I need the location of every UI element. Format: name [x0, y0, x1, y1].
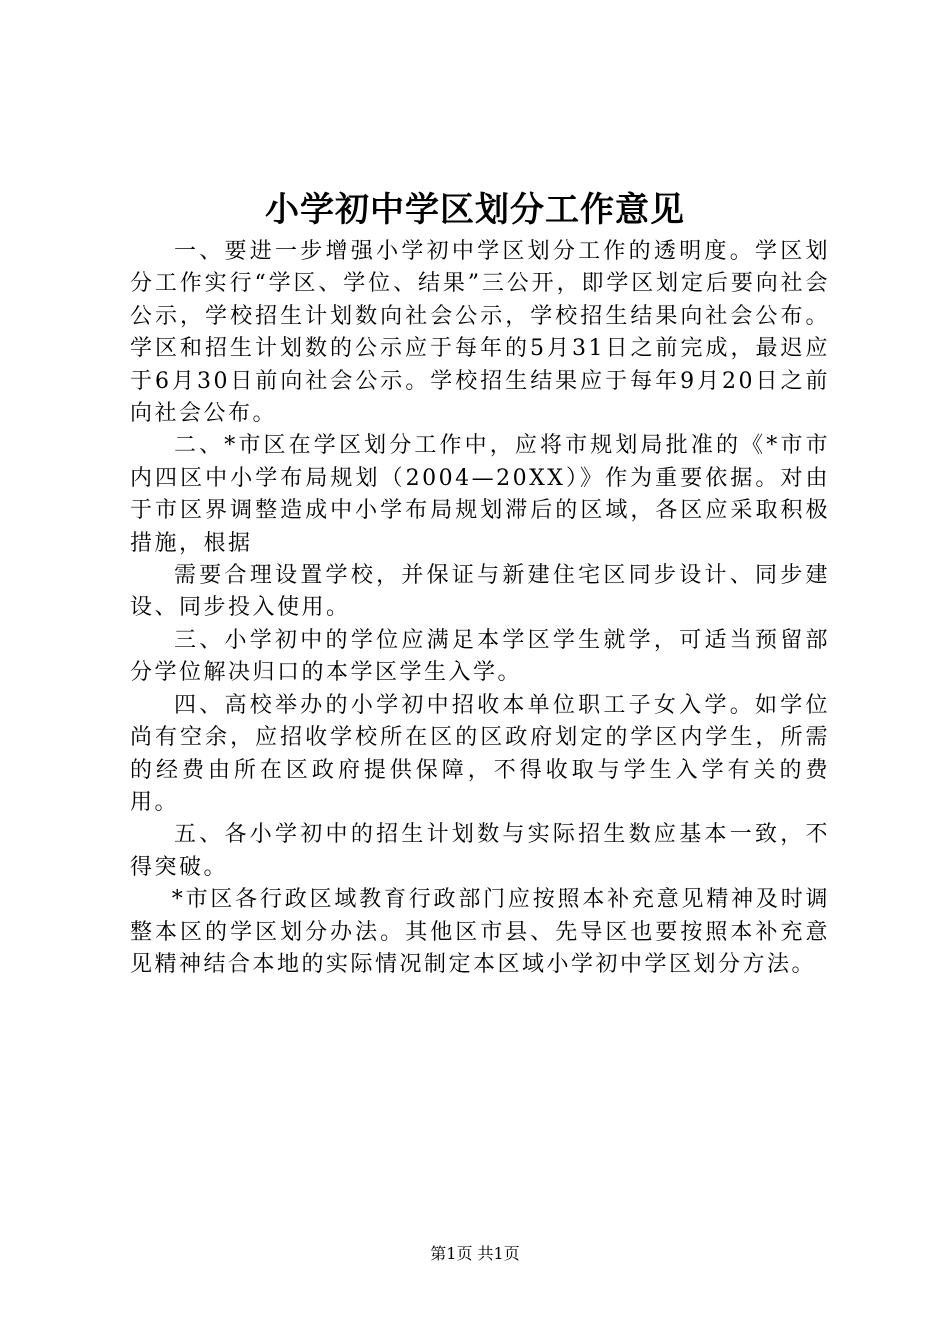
- document-title: 小学初中学区划分工作意见: [265, 190, 685, 230]
- paragraph-1: 一、要进一步增强小学初中学区划分工作的透明度。学区划分工作实行“学区、学位、结果”三公开，即学区划定后要向社会公示，学校招生计划数向社会公示，学校招生结果向社会公布。学区和招生计划数的公示应于每年的5月31日之前完成，最迟应于6月30日前向社会公示。学校招生结果应于每年9月20日之前向社会公布。: [130, 239, 830, 427]
- paragraph-6: 五、各小学初中的招生计划数与实际招生数应基本一致，不得突破。: [130, 822, 830, 880]
- document-body: [130, 236, 830, 981]
- paragraph-3: 需要合理设置学校，并保证与新建住宅区同步设计、同步建设、同步投入使用。: [130, 563, 830, 621]
- page-number-footer: 第1页 共1页: [430, 1244, 520, 1263]
- paragraph-4: 三、小学初中的学位应满足本学区学生就学，可适当预留部分学位解决归口的本学区学生入学。: [130, 627, 830, 686]
- paragraph-5: 四、高校举办的小学初中招收本单位职工子女入学。如学位尚有空余，应招收学校所在区的区政府划定的学区内学生，所需的经费由所在区政府提供保障，不得收取与学生入学有关的费用。: [130, 692, 830, 815]
- paragraph-2: 二、*市区在学区划分工作中，应将市规划局批准的《*市市内四区中小学布局规划（2004—20XX）》作为重要依据。对由于市区界调整造成中小学布局规划滞后的区域，各区应采取积极措施，根据: [130, 433, 830, 556]
- paragraph-7: *市区各行政区域教育行政部门应按照本补充意见精神及时调整本区的学区划分办法。其他区市县、先导区也要按照本补充意见精神结合本地的实际情况制定本区域小学初中学区划分方法。: [130, 887, 830, 977]
